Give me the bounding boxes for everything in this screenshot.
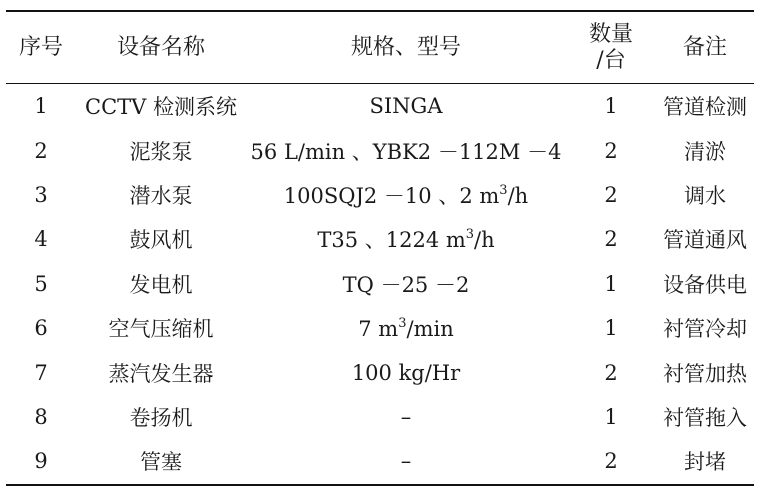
cell-name: 发电机 xyxy=(129,272,193,297)
cell-spec xyxy=(246,173,566,217)
table-row xyxy=(6,306,754,350)
header-note: 备注 xyxy=(682,34,727,60)
cell-note: 设备供电 xyxy=(663,272,747,297)
cell-quantity: 1 xyxy=(604,94,618,119)
cell-note: 调水 xyxy=(684,183,726,208)
cell-index: 8 xyxy=(34,404,48,429)
cell-spec xyxy=(246,350,566,394)
cell-spec xyxy=(246,262,566,306)
cell-quantity: 2 xyxy=(604,449,618,474)
cell-quantity: 2 xyxy=(604,227,618,252)
spec-text: SINGA xyxy=(369,94,443,119)
spec-text: TQ －25 －2 xyxy=(342,272,470,297)
cell-quantity: 2 xyxy=(604,360,618,385)
cell-spec xyxy=(246,128,566,172)
cell-index: 7 xyxy=(34,360,48,385)
spec-text: 56 L/min 、YBK2 －112M －4 xyxy=(250,139,562,164)
cell-name: 管塞 xyxy=(140,450,182,475)
spec-text: T35 、1224 m xyxy=(317,228,466,253)
cell-index: 9 xyxy=(34,449,48,474)
cell-index: 6 xyxy=(34,316,48,341)
cell-quantity: 1 xyxy=(604,271,618,296)
table-header-row xyxy=(6,11,754,84)
cell-spec xyxy=(246,217,566,261)
spec-text: 100 kg/Hr xyxy=(351,360,461,385)
cell-quantity: 2 xyxy=(604,138,618,163)
table-row xyxy=(6,128,754,172)
cell-index: 4 xyxy=(34,227,48,252)
cell-note: 衬管冷却 xyxy=(663,317,747,342)
spec-superscript: 3 xyxy=(465,227,475,243)
cell-name: 鼓风机 xyxy=(129,228,193,253)
table-row xyxy=(6,395,754,439)
cell-note: 管道通风 xyxy=(663,228,747,253)
spec-superscript: 3 xyxy=(499,182,508,198)
equipment-table xyxy=(6,10,754,486)
table-row xyxy=(6,173,754,217)
cell-name: 空气压缩机 xyxy=(108,317,214,342)
cell-quantity: 2 xyxy=(604,182,618,207)
header-spec: 规格、型号 xyxy=(350,34,461,60)
spec-superscript: 3 xyxy=(398,315,407,331)
cell-note: 衬管拖入 xyxy=(663,405,747,430)
cell-name: 潜水泵 xyxy=(129,183,193,208)
table-row xyxy=(6,439,754,484)
header-quantity-line1: 数量 xyxy=(588,21,633,47)
spec-unit: /min xyxy=(406,316,454,341)
table-row xyxy=(6,84,754,129)
cell-spec xyxy=(246,395,566,439)
cell-quantity: 1 xyxy=(604,404,618,429)
header-index: 序号 xyxy=(18,34,63,60)
spec-unit: /h xyxy=(474,228,495,253)
cell-index: 1 xyxy=(34,94,48,119)
cell-spec xyxy=(246,439,566,484)
cell-name: CCTV 检测系统 xyxy=(85,95,237,120)
cell-spec xyxy=(246,84,566,129)
header-name: 设备名称 xyxy=(116,34,205,60)
spec-text: 7 m xyxy=(358,316,399,341)
spec-unit: /h xyxy=(507,183,529,208)
header-quantity-line2: /台 xyxy=(596,47,626,73)
cell-note: 清淤 xyxy=(684,139,726,164)
cell-name: 卷扬机 xyxy=(129,405,193,430)
table-row xyxy=(6,350,754,394)
table-row xyxy=(6,262,754,306)
cell-name: 泥浆泵 xyxy=(129,139,193,164)
cell-index: 3 xyxy=(34,182,48,207)
cell-note: 衬管加热 xyxy=(663,361,747,386)
cell-name: 蒸汽发生器 xyxy=(108,361,214,386)
cell-spec xyxy=(246,306,566,350)
cell-quantity: 1 xyxy=(604,316,618,341)
cell-index: 5 xyxy=(34,271,48,296)
cell-note: 管道检测 xyxy=(663,95,747,120)
spec-text: – xyxy=(400,404,412,429)
header-quantity xyxy=(566,11,656,84)
table-row xyxy=(6,217,754,261)
spec-text: – xyxy=(400,449,412,474)
cell-index: 2 xyxy=(34,138,48,163)
spec-text: 100SQJ2 －10 、2 m xyxy=(283,183,500,208)
cell-note: 封堵 xyxy=(684,450,726,475)
